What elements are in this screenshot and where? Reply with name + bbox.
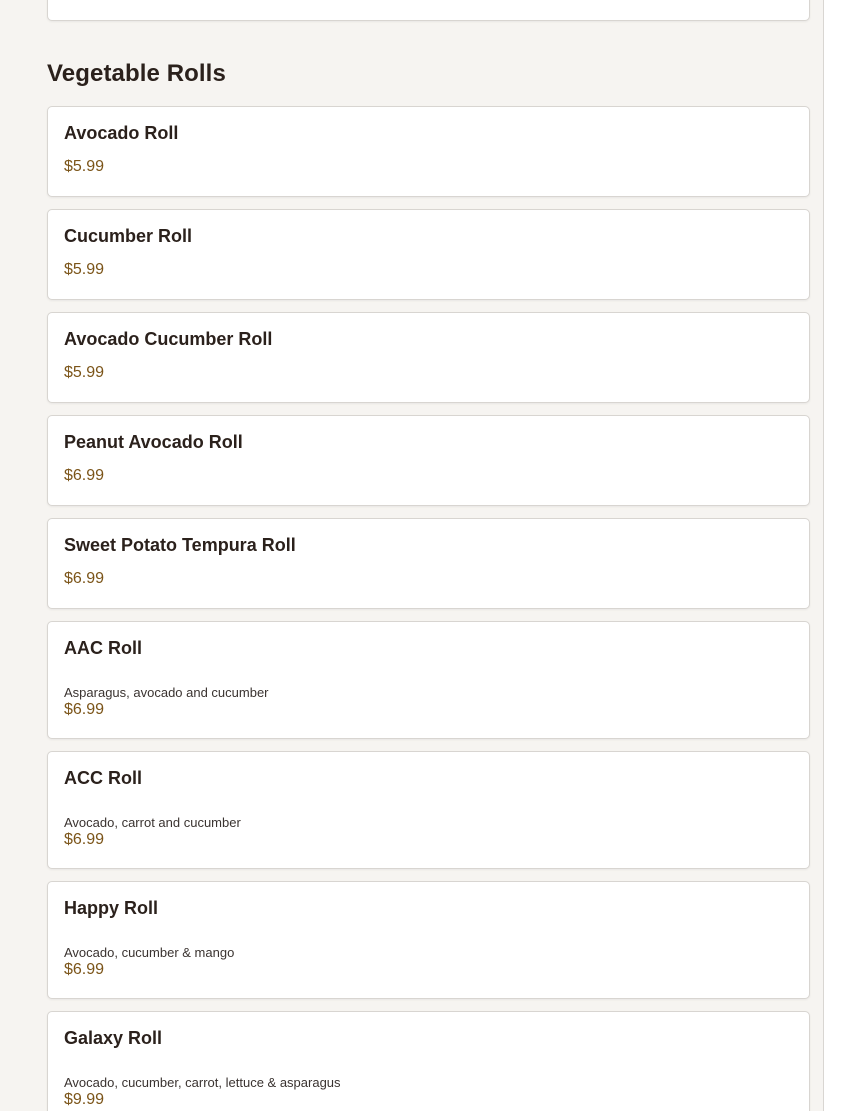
menu-item-price: $9.99: [64, 1091, 105, 1108]
menu-item-card[interactable]: [47, 518, 810, 609]
menu-item-name: Peanut Avocado Roll: [64, 432, 243, 452]
menu-item-card[interactable]: [47, 1011, 810, 1111]
menu-item-description: Avocado, cucumber & mango: [64, 945, 235, 960]
menu-item-card[interactable]: [47, 621, 810, 739]
menu-item-price: $6.99: [64, 701, 105, 718]
menu-item-name: Avocado Roll: [64, 123, 179, 143]
menu-item-price: $6.99: [64, 467, 105, 484]
menu-item-name: Sweet Potato Tempura Roll: [64, 535, 296, 555]
menu-item-name: Galaxy Roll: [64, 1028, 163, 1048]
menu-item-name: AAC Roll: [64, 638, 142, 658]
menu-item-price: $5.99: [64, 364, 105, 381]
menu-item-name: ACC Roll: [64, 768, 142, 788]
menu-item-description: Asparagus, avocado and cucumber: [64, 685, 269, 700]
right-gutter: [824, 0, 844, 1111]
menu-item-card[interactable]: [47, 209, 810, 300]
menu-item-price: $6.99: [64, 570, 105, 587]
menu-item-card[interactable]: [47, 751, 810, 869]
menu-item-card[interactable]: [47, 312, 810, 403]
menu-item-price: $6.99: [64, 831, 105, 848]
menu-item-description: Avocado, cucumber, carrot, lettuce & asparagus: [64, 1075, 341, 1090]
menu-item-price: $6.99: [64, 961, 105, 978]
menu-item-name: Cucumber Roll: [64, 226, 193, 246]
menu-item-price: $5.99: [64, 261, 105, 278]
menu-item-card[interactable]: [47, 415, 810, 506]
menu-item-description: Avocado, carrot and cucumber: [64, 815, 241, 830]
section-title: Vegetable Rolls: [47, 60, 226, 87]
menu-item-name: Avocado Cucumber Roll: [64, 329, 273, 349]
menu-item-name: Happy Roll: [64, 898, 159, 918]
menu-item-card[interactable]: [47, 106, 810, 197]
menu-item-card[interactable]: [47, 881, 810, 999]
menu-item-price: $5.99: [64, 158, 105, 175]
menu-item-card-previous[interactable]: [47, 0, 810, 21]
